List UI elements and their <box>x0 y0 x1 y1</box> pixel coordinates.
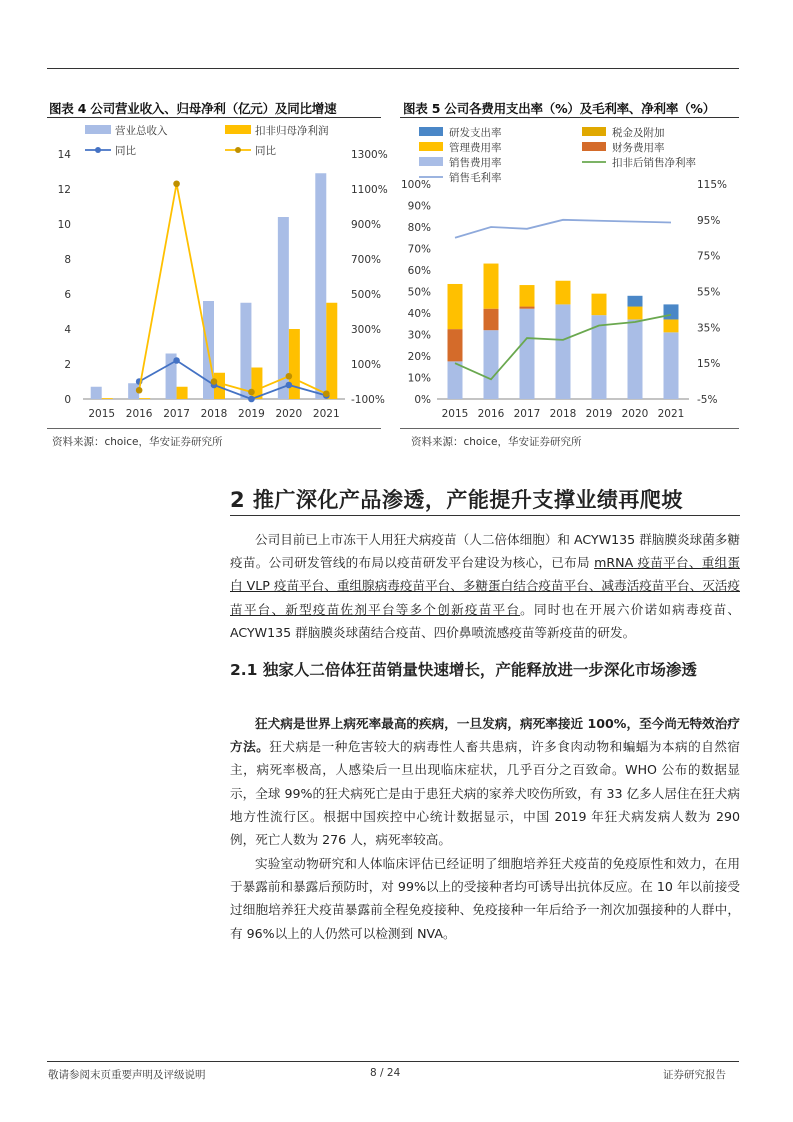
figure4-line-point <box>136 387 143 394</box>
intro-text-b: 。同时也在开展六价诺如病毒疫苗、ACYW135 群脑膜炎球菌结合疫苗、四价鼻喷流感疫苗等新疫苗的研发。 <box>230 601 741 640</box>
figure5-legend-swatch <box>582 142 606 151</box>
figure4-y-left-tick: 12 <box>57 184 71 196</box>
figure5-chart <box>397 120 742 426</box>
figure5-y-right-tick: 95% <box>697 214 721 227</box>
figure4-y-left-tick: 10 <box>57 219 71 231</box>
figure5-y-left-tick: 20% <box>407 351 431 363</box>
figure5-bar-admin-expense <box>484 264 499 309</box>
figure5-y-left-tick: 100% <box>400 179 431 191</box>
figure5-bar-admin-expense <box>664 319 679 332</box>
figure4-line-point <box>211 378 218 385</box>
figure5-legend-swatch <box>419 157 443 166</box>
subsection-heading: 2.1 独家人二倍体狂苗销量快速增长，产能释放进一步深化市场渗透 <box>230 661 697 679</box>
figure4-legend-label: 营业总收入 <box>115 125 168 137</box>
figure5-y-left-tick: 70% <box>407 243 431 256</box>
figure4-x-tick: 2021 <box>312 408 340 420</box>
figure4-y-left-tick: 14 <box>57 149 71 161</box>
figure5-y-right-tick: 115% <box>697 179 728 191</box>
figure5-bottom-rule <box>400 428 739 429</box>
figure4-line-point <box>248 396 255 403</box>
figure5-line-gross-margin <box>455 220 671 238</box>
rabies-key-point: 狂犬病是世界上病死率最高的疾病，一旦发病，病死率接近 100%，至今尚无特效治疗方法。 <box>230 716 740 755</box>
figure5-y-left-tick: 30% <box>407 329 431 342</box>
figure4-y-left-tick: 6 <box>64 289 71 301</box>
figure5-y-left-tick: 90% <box>407 200 431 213</box>
figure5-bar-admin-expense <box>520 285 535 307</box>
section-heading-rule <box>230 515 740 516</box>
figure5-x-tick: 2017 <box>513 408 541 420</box>
figure4-bar-net-profit <box>102 398 113 399</box>
figure4-source: 资料来源：choice，华安证券研究所 <box>52 436 223 448</box>
figure5-legend-label: 税金及附加 <box>612 127 665 139</box>
figure5-bar-selling-expense <box>664 332 679 399</box>
figure5-legend-swatch <box>582 127 606 136</box>
figure4-y-left-tick: 2 <box>64 359 71 371</box>
figure4-line-point <box>286 373 293 380</box>
figure4-line-point <box>173 357 180 364</box>
figure5-legend-swatch <box>419 142 443 151</box>
figure4-y-left-tick: 4 <box>64 324 71 336</box>
figure5-bar-finance-expense <box>448 329 463 361</box>
figure5-x-tick: 2016 <box>477 408 505 420</box>
figure4-y-right-tick: 1100% <box>351 184 388 196</box>
figure5-legend-label: 管理费用率 <box>449 142 502 154</box>
figure5-bar-admin-expense <box>592 294 607 316</box>
figure4-legend-marker <box>95 147 101 153</box>
figure5-y-left-tick: 40% <box>407 308 431 320</box>
figure5-y-left-tick: 0% <box>414 394 431 406</box>
figure4-legend-swatch <box>85 125 111 134</box>
footer-disclaimer: 敬请参阅末页重要声明及评级说明 <box>48 1069 206 1081</box>
figure5-bar-selling-expense <box>556 304 571 399</box>
figure5-y-left-tick: 80% <box>407 222 431 234</box>
figure4-bar-net-profit <box>177 387 188 399</box>
figure4-y-right-tick: 500% <box>351 289 382 301</box>
figure4-x-tick: 2019 <box>238 408 265 420</box>
footer-rule <box>47 1061 739 1062</box>
header-rule <box>47 68 739 69</box>
figure5-legend-label: 销售毛利率 <box>449 172 502 184</box>
figure4-line-point <box>323 390 330 397</box>
figure5-legend-label: 研发支出率 <box>449 127 502 139</box>
section-heading: 2 推广深化产品渗透，产能提升支撑业绩再爬坡 <box>230 488 683 512</box>
figure5-x-tick: 2018 <box>549 408 577 420</box>
figure4-legend-swatch <box>225 125 251 134</box>
figure5-bar-finance-expense <box>520 307 535 309</box>
figure4-bar-revenue <box>278 217 289 399</box>
figure4-legend-label: 同比 <box>255 145 276 157</box>
figure4-x-tick: 2017 <box>163 408 190 420</box>
figure4-y-right-tick: 700% <box>351 254 382 266</box>
figure5-y-left-tick: 10% <box>407 372 431 385</box>
figure4-y-right-tick: 1300% <box>351 149 388 161</box>
figure4-bottom-rule <box>47 428 381 429</box>
figure4-chart <box>45 120 390 426</box>
figure4-x-tick: 2018 <box>200 408 228 420</box>
figure4-bar-revenue <box>240 303 251 399</box>
figure4-y-left-tick: 8 <box>64 254 71 266</box>
figure4-x-tick: 2015 <box>88 408 116 420</box>
figure5-bar-rd-expense <box>664 304 679 319</box>
figure5-y-left-tick: 50% <box>407 286 431 299</box>
figure5-bar-selling-expense <box>484 330 499 399</box>
figure5-legend-label: 财务费用率 <box>612 142 665 154</box>
page-number: 8 / 24 <box>370 1067 401 1079</box>
figure4-y-right-tick: -100% <box>351 394 385 406</box>
figure4-bar-net-profit <box>326 303 337 399</box>
figure5-bar-finance-expense <box>484 309 499 331</box>
figure4-y-right-tick: 300% <box>351 324 382 336</box>
figure5-x-tick: 2021 <box>657 408 685 420</box>
figure5-x-tick: 2020 <box>621 408 649 420</box>
figure4-x-tick: 2016 <box>125 408 153 420</box>
figure5-bar-selling-expense <box>448 361 463 399</box>
figure4-x-tick: 2020 <box>275 408 303 420</box>
figure5-y-right-tick: 75% <box>697 250 721 263</box>
figure5-source: 资料来源：choice，华安证券研究所 <box>411 436 582 448</box>
figure4-legend-marker <box>235 147 241 153</box>
figure4-y-right-tick: 900% <box>351 219 382 231</box>
rabies-detail: 狂犬病是一种危害较大的病毒性人畜共患病，许多食肉动物和蝙蝠为本病的自然宿主，病死率极高，人感染后一旦出现临床症状，几乎百分之百致命。WHO 公布的数据显示，全球 99%的狂犬病死亡是由于患狂犬病的家养犬咬伤所致，有 33 亿多人居住在狂犬病地方性流行区。根据中国疾控中心统计数据显示，中国 2019 年狂犬病发病人数为 290 例，死亡人数为 276 人，病死率较高。 <box>230 739 741 848</box>
footer-report-type: 证券研究报告 <box>663 1069 726 1081</box>
figure5-x-tick: 2019 <box>585 408 613 420</box>
figure4-legend-label: 扣非归母净利润 <box>255 125 329 137</box>
figure5-bar-admin-expense <box>448 284 463 329</box>
figure5-bar-rd-expense <box>628 296 643 307</box>
platform-list-link: mRNA 疫苗平台、重组蛋白 VLP 疫苗平台、重组腺病毒疫苗平台、多糖蛋白结合疫苗平台、减毒活疫苗平台、灭活疫苗平台、新型疫苗佐剂平台等多个创新疫苗平台 <box>230 555 740 617</box>
intro-text-a: 公司目前已上市冻干人用狂犬病疫苗（人二倍体细胞）和 ACYW135 群脑膜炎球菌多糖疫苗。公司研发管线的布局以疫苗研发平台建设为核心，已布局 <box>230 532 740 571</box>
rabies-paragraph <box>230 712 740 851</box>
figure5-y-right-tick: -5% <box>697 394 718 406</box>
figure5-bar-selling-expense <box>520 309 535 399</box>
figure5-legend-label: 销售费用率 <box>449 157 502 169</box>
figure5-bar-admin-expense <box>628 307 643 320</box>
intro-paragraph <box>230 528 740 644</box>
figure5-y-left-tick: 60% <box>407 265 431 277</box>
figure4-bar-revenue <box>315 173 326 399</box>
figure4-title: 图表 4 公司营业收入、归母净利（亿元）及同比增速 <box>49 101 337 116</box>
figure5-title-rule <box>400 117 739 118</box>
figure5-bar-selling-expense <box>628 319 643 399</box>
figure5-title: 图表 5 公司各费用支出率（%）及毛利率、净利率（%） <box>403 101 716 116</box>
figure5-legend-swatch <box>419 127 443 136</box>
figure4-title-rule <box>47 117 381 118</box>
figure4-line-point <box>286 382 293 389</box>
figure5-y-right-tick: 15% <box>697 358 721 371</box>
figure4-legend-label: 同比 <box>115 145 136 157</box>
figure5-legend-label: 扣非后销售净利率 <box>612 157 696 169</box>
figure4-y-left-tick: 0 <box>64 394 71 406</box>
figure4-line-point <box>248 389 255 396</box>
figure5-x-tick: 2015 <box>441 408 469 420</box>
figure5-y-right-tick: 55% <box>697 286 721 299</box>
figure4-bar-net-profit <box>139 398 150 399</box>
figure4-bar-revenue <box>91 387 102 399</box>
figure4-y-right-tick: 100% <box>351 359 382 371</box>
figure5-y-right-tick: 35% <box>697 322 721 335</box>
vaccine-efficacy-paragraph: 实验室动物研究和人体临床评估已经证明了细胞培养狂犬疫苗的免疫原性和效力，在用于暴露前和暴露后预防时，对 99%以上的受接种者均可诱导出抗体反应。在 10 年以前接受过细胞培养狂犬疫苗暴露前全程免疫接种、免疫接种一年后给予一剂次加强接种的人群中，有 96%以上的人仍然可以检测到 NVA。 <box>230 856 740 941</box>
figure4-line-point <box>173 180 180 187</box>
figure5-bar-admin-expense <box>556 281 571 305</box>
